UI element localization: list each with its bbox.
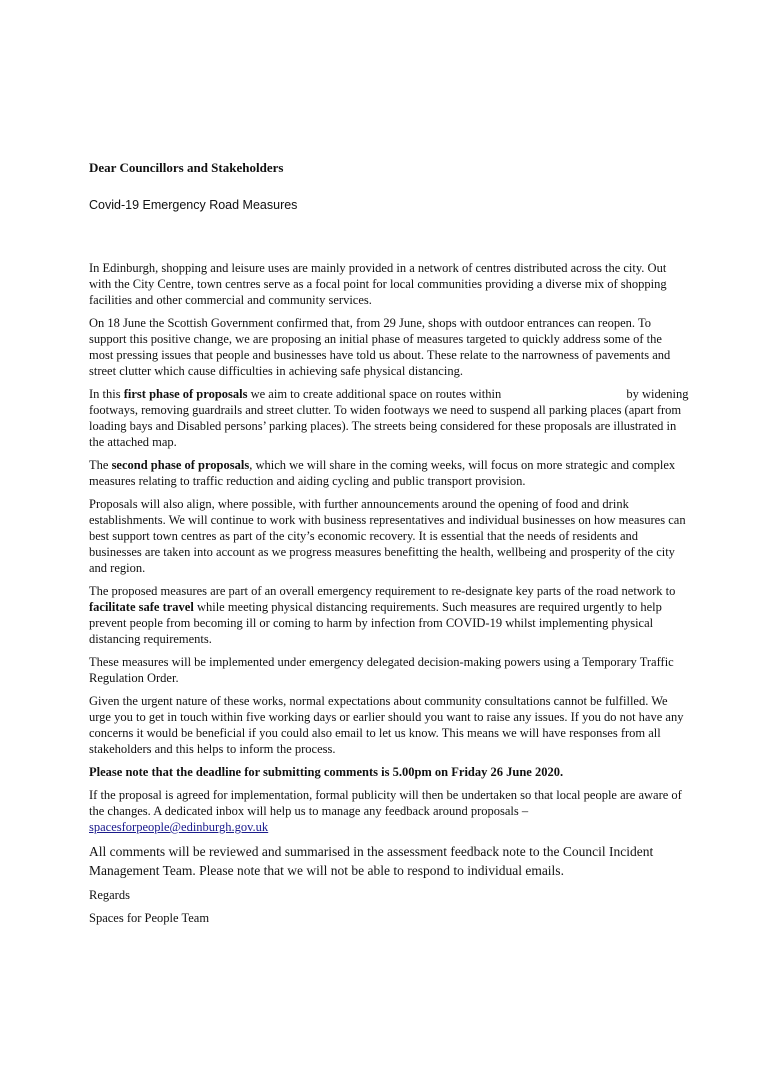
paragraph-reopening: On 18 June the Scottish Government confirmed that, from 29 June, shops with outdoor entrances can reopen. To support this positive change, we are proposing an initial phase of measures targeted to quickly address some of the most pressing issues that people and businesses have told us about. These relate to the narrowness of pavements and street clutter which cause difficulties in achieving safe physical distancing. xyxy=(89,316,671,378)
paragraph-consultation: Given the urgent nature of these works, normal expectations about community consultations cannot be fulfilled. We urge you to get in touch within five working days or earlier should you want to raise any issues. If you do not have any concerns it would be beneficial if you could also email to let us know. This means we will have responses from all stakeholders and this helps to inform the process. xyxy=(89,694,684,756)
letter-body xyxy=(89,260,689,933)
safe-travel-bold: facilitate safe travel xyxy=(89,600,194,614)
safe-travel-text-b: while meeting physical distancing requirements. Such measures are required urgently to help prevent people from becoming ill or coming to harm by infection from COVID-19 whilst implementing physical distancing requirements. xyxy=(89,600,662,646)
paragraph-town-centres: In Edinburgh, shopping and leisure uses are mainly provided in a network of centres distributed across the city. Out with the City Centre, town centres serve as a focal point for local communities providing a diverse mix of shopping facilities and other commercial and community services. xyxy=(89,261,667,307)
paragraph-alignment: Proposals will also align, where possible, with further announcements around the opening of food and drink establishments. We will continue to work with business representatives and individual businesses on how measures can best support town centres as part of the city’s economic recovery. It is essential that the needs of residents and businesses are taken into account as we progress measures benefitting the health, wellbeing and prosperity of the city and region. xyxy=(89,497,686,575)
subject-line: Covid-19 Emergency Road Measures xyxy=(89,198,298,212)
second-phase-text-b: , which we will share in the coming weeks, will focus on more strategic and complex measures relating to traffic reduction and aiding cycling and public transport provision. xyxy=(89,458,676,488)
paragraph-second-phase xyxy=(89,457,689,489)
first-phase-text-b: we aim to create additional space on routes within xyxy=(247,387,505,401)
signoff: Regards xyxy=(89,888,130,902)
safe-travel-text-a: The proposed measures are part of an overall emergency requirement to re-designate key parts of the road network to xyxy=(89,584,676,598)
paragraph-safe-travel xyxy=(89,583,689,647)
publicity-text: If the proposal is agreed for implementation, formal publicity will then be undertaken so that local people are aware of the changes. A dedicated inbox will help us to manage any feedback around proposals – xyxy=(89,788,682,818)
first-phase-text-c: by widening footways, removing guardrails and street clutter. To widen footways we need to suspend all parking places (apart from loading bays and Disabled persons’ parking places). The streets being considered for these proposals are illustrated in the attached map. xyxy=(89,387,689,449)
second-phase-bold: second phase of proposals xyxy=(111,458,250,472)
signature: Spaces for People Team xyxy=(89,911,210,925)
email-link[interactable]: spacesforpeople@edinburgh.gov.uk xyxy=(89,820,269,834)
paragraph-first-phase xyxy=(89,386,689,450)
paragraph-powers: These measures will be implemented under emergency delegated decision-making powers using a Temporary Traffic Regulation Order. xyxy=(89,655,674,685)
first-phase-bold: first phase of proposals xyxy=(123,387,248,401)
second-phase-text-a: The xyxy=(89,458,112,472)
paragraph-review: All comments will be reviewed and summarised in the assessment feedback note to the Council Incident Management Team. Please note that we will not be able to respond to individual emails. xyxy=(89,844,654,878)
paragraph-publicity xyxy=(89,787,689,835)
first-phase-text-a: In this xyxy=(89,387,124,401)
salutation: Dear Councillors and Stakeholders xyxy=(89,160,284,175)
deadline-notice: Please note that the deadline for submitting comments is 5.00pm on Friday 26 June 2020. xyxy=(89,765,564,779)
